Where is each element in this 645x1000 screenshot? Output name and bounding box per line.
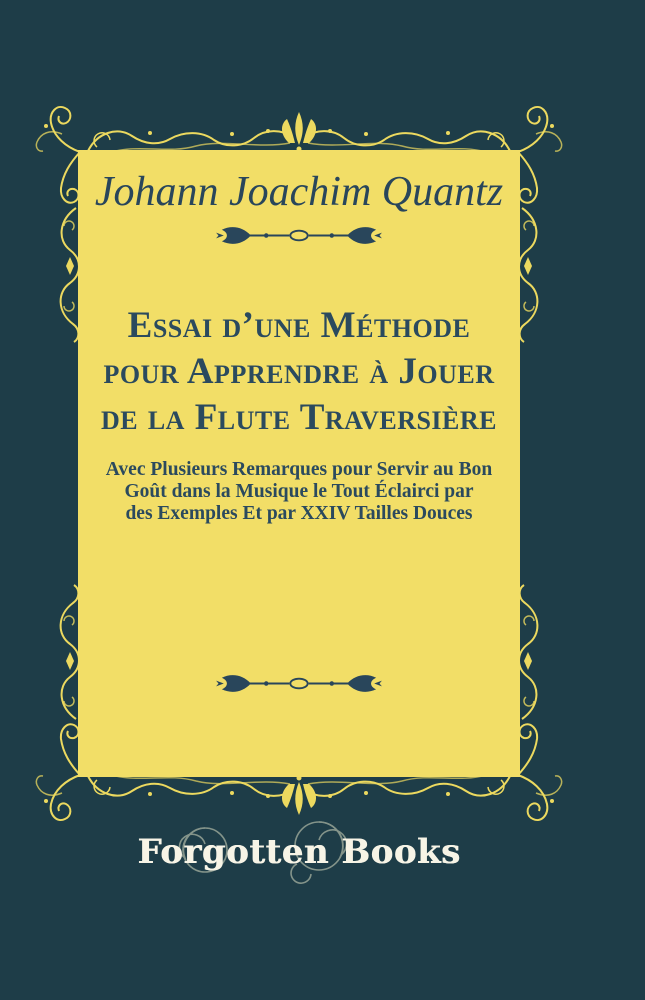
publisher-name: Forgotten Books xyxy=(137,832,461,872)
book-subtitle xyxy=(78,459,520,525)
title-line: Essai d’une Méthode xyxy=(127,305,471,346)
book-cover-panel xyxy=(78,150,520,777)
arrow-eye-divider-icon xyxy=(214,670,384,697)
author-name: Johann Joachim Quantz xyxy=(94,169,504,215)
title-line: pour Apprendre à Jouer xyxy=(103,351,495,392)
subtitle-line: Goût dans la Musique le Tout Éclairci par xyxy=(124,481,474,502)
arrow-eye-divider-icon xyxy=(214,222,384,249)
subtitle-line: Avec Plusieurs Remarques pour Servir au Bon xyxy=(105,459,493,480)
publisher-logo xyxy=(78,816,520,888)
book-title xyxy=(78,303,520,441)
subtitle-line: des Exemples Et par XXIV Tailles Douces xyxy=(125,503,473,524)
title-line: de la Flute Traversière xyxy=(100,397,498,438)
